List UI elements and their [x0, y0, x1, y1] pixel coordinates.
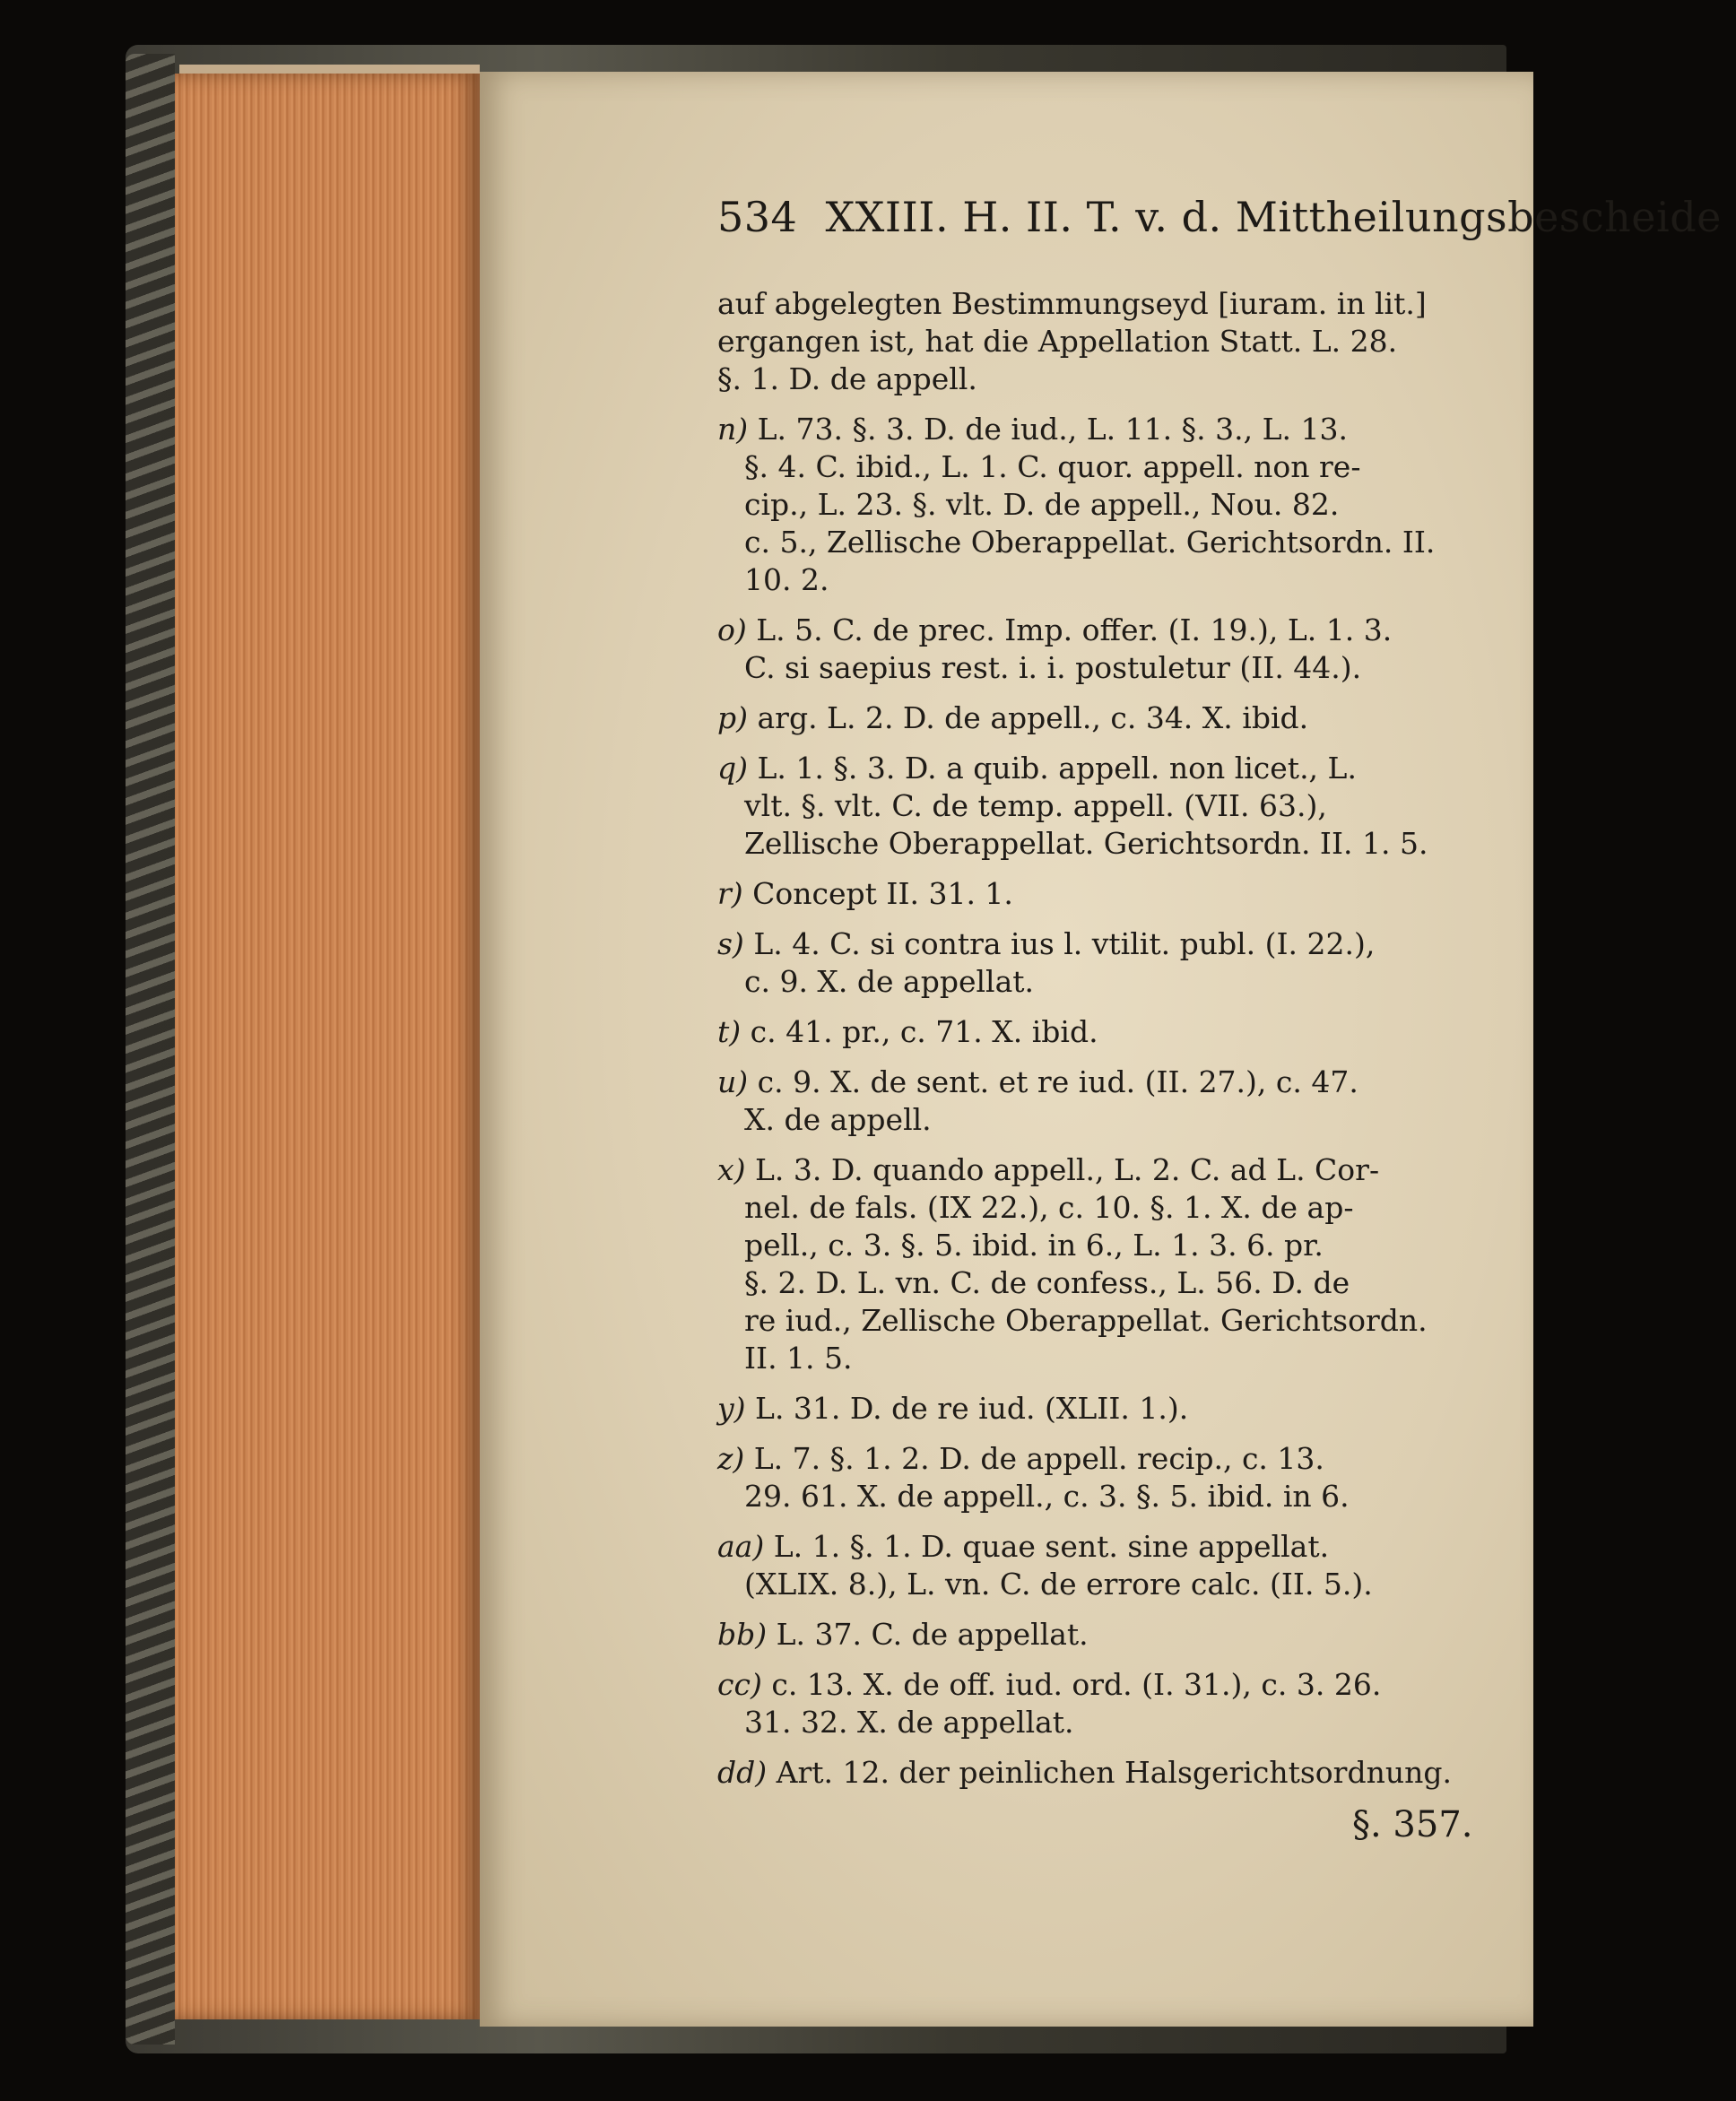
text-line — [717, 1440, 1471, 1478]
footnote-text: c. 9. X. de appellat. — [744, 964, 1035, 999]
text-line — [717, 1478, 1471, 1515]
entry-gap — [717, 863, 1471, 875]
text-line — [717, 925, 1471, 963]
entry-gap — [717, 737, 1471, 750]
footnote-text: Art. 12. der peinlichen Halsgerichtsordnung. — [776, 1755, 1452, 1790]
footnote-text: L. 3. D. quando appell., L. 2. C. ad L. Cor- — [755, 1152, 1380, 1187]
text-line — [717, 1227, 1471, 1264]
entry-gap — [717, 1741, 1471, 1754]
entry-gap — [717, 1603, 1471, 1616]
text-line — [717, 1189, 1471, 1227]
text-line — [717, 285, 1471, 323]
cover-marbling — [126, 54, 175, 2045]
footnote-text: c. 13. X. de off. iud. ord. (I. 31.), c. 3. 26. — [771, 1667, 1382, 1702]
footnote-text: L. 4. C. si contra ius l. vtilit. publ. (I. 22.), — [753, 926, 1376, 961]
entry-gap — [717, 1139, 1471, 1151]
footnote-text: c. 5., Zellische Oberappellat. Gerichtsordn. II. — [744, 525, 1436, 560]
footnote-text: 31. 32. X. de appellat. — [744, 1705, 1074, 1740]
text-line — [717, 360, 1471, 398]
text-line — [717, 411, 1471, 448]
text-line — [717, 1666, 1471, 1704]
footnote-label: q) — [717, 751, 748, 786]
footnote-text: cip., L. 23. §. vlt. D. de appell., Nou. 82. — [744, 487, 1340, 522]
footnote-block — [717, 285, 1471, 1792]
text-line — [717, 1566, 1471, 1603]
running-header — [717, 193, 1736, 241]
text-line — [717, 486, 1471, 524]
entry-gap — [717, 599, 1471, 612]
footnote-text: c. 41. pr., c. 71. X. ibid. — [750, 1014, 1098, 1049]
text-line — [717, 963, 1471, 1001]
footnote-text: nel. de fals. (IX 22.), c. 10. §. 1. X. de ap- — [744, 1190, 1354, 1225]
text-line — [717, 875, 1471, 913]
text-line — [717, 750, 1471, 787]
entry-gap — [717, 398, 1471, 411]
footnote-text: Concept II. 31. 1. — [752, 876, 1013, 911]
running-title: XXIII. H. II. T. v. d. Mittheilungsbescheide — [825, 193, 1722, 241]
entry-gap — [717, 913, 1471, 925]
text-line — [717, 1340, 1471, 1377]
footnote-text: §. 4. C. ibid., L. 1. C. quor. appell. non re- — [744, 449, 1361, 484]
entry-gap — [717, 687, 1471, 699]
footnote-text: re iud., Zellische Oberappellat. Gerichtsordn. — [744, 1303, 1428, 1338]
footnote-label: dd) — [717, 1755, 768, 1790]
text-line — [717, 787, 1471, 825]
text-line — [717, 1013, 1471, 1051]
text-line — [717, 612, 1471, 649]
text-line — [717, 1302, 1471, 1340]
entry-gap — [717, 1377, 1471, 1390]
footnote-text: L. 1. §. 1. D. quae sent. sine appellat. — [773, 1529, 1330, 1564]
page-edges — [175, 74, 480, 2019]
text-line — [717, 561, 1471, 599]
text-line — [717, 323, 1471, 360]
page-number: 534 — [717, 193, 798, 241]
footnote-label: u) — [717, 1064, 749, 1099]
footnote-text: II. 1. 5. — [744, 1341, 853, 1376]
text-line — [717, 1264, 1471, 1302]
footnote-label: aa) — [717, 1529, 765, 1564]
footnote-text: §. 2. D. L. vn. C. de confess., L. 56. D. de — [744, 1265, 1350, 1300]
text-line — [717, 1616, 1471, 1654]
footnote-label: bb) — [717, 1617, 768, 1652]
text-line — [717, 825, 1471, 863]
footnote-text: L. 73. §. 3. D. de iud., L. 11. §. 3., L. 13. — [757, 412, 1348, 447]
entry-gap — [717, 1654, 1471, 1666]
footnote-text: L. 1. §. 3. D. a quib. appell. non licet., L. — [757, 751, 1357, 786]
text-line — [717, 1704, 1471, 1741]
footnote-text: 10. 2. — [744, 562, 829, 597]
footnote-text: L. 31. D. de re iud. (XLII. 1.). — [755, 1391, 1189, 1426]
footnote-text: 29. 61. X. de appell., c. 3. §. 5. ibid. in 6. — [744, 1479, 1350, 1514]
text-line — [717, 649, 1471, 687]
footnote-label: p) — [717, 700, 748, 735]
text-line — [717, 699, 1471, 737]
entry-gap — [717, 1051, 1471, 1064]
footnote-text: arg. L. 2. D. de appell., c. 34. X. ibid. — [757, 700, 1309, 735]
footnote-label: z) — [717, 1441, 745, 1476]
text-line — [717, 1151, 1471, 1189]
entry-gap — [717, 1428, 1471, 1440]
footnote-text: X. de appell. — [744, 1102, 932, 1137]
footnote-text: ergangen ist, hat die Appellation Statt. L. 28. — [717, 324, 1398, 359]
footnote-label: r) — [717, 876, 743, 911]
text-line — [717, 1390, 1471, 1428]
footnote-text: L. 7. §. 1. 2. D. de appell. recip., c. 13. — [753, 1441, 1324, 1476]
footnote-label: cc) — [717, 1667, 762, 1702]
entry-gap — [717, 1001, 1471, 1013]
footnote-text: (XLIX. 8.), L. vn. C. de errore calc. (II. 5.). — [744, 1567, 1373, 1602]
footnote-text: L. 5. C. de prec. Imp. offer. (I. 19.), L. 1. 3. — [756, 612, 1393, 647]
text-line — [717, 1064, 1471, 1101]
footnote-text: pell., c. 3. §. 5. ibid. in 6., L. 1. 3. 6. pr. — [744, 1228, 1324, 1263]
text-line — [717, 1754, 1471, 1792]
footnote-text: L. 37. C. de appellat. — [776, 1617, 1089, 1652]
footnote-label: x) — [717, 1152, 746, 1187]
catchword: §. 357. — [1352, 1804, 1473, 1845]
text-line — [717, 1101, 1471, 1139]
footnote-text: §. 1. D. de appell. — [717, 361, 977, 396]
footnote-label: y) — [717, 1391, 746, 1426]
text-line — [717, 524, 1471, 561]
text-line — [717, 1528, 1471, 1566]
entry-gap — [717, 1515, 1471, 1528]
footnote-text: c. 9. X. de sent. et re iud. (II. 27.), c. 47. — [757, 1064, 1358, 1099]
footnote-text: auf abgelegten Bestimmungseyd [iuram. in lit.] — [717, 286, 1427, 321]
footnote-label: o) — [717, 612, 747, 647]
footnote-label: t) — [717, 1014, 742, 1049]
footnote-text: Zellische Oberappellat. Gerichtsordn. II. 1. 5. — [744, 826, 1428, 861]
footnote-label: n) — [717, 412, 749, 447]
text-line — [717, 448, 1471, 486]
footnote-text: C. si saepius rest. i. i. postuletur (II. 44.). — [744, 650, 1362, 685]
footnote-text: vlt. §. vlt. C. de temp. appell. (VII. 63.), — [744, 788, 1327, 823]
footnote-label: s) — [717, 926, 744, 961]
